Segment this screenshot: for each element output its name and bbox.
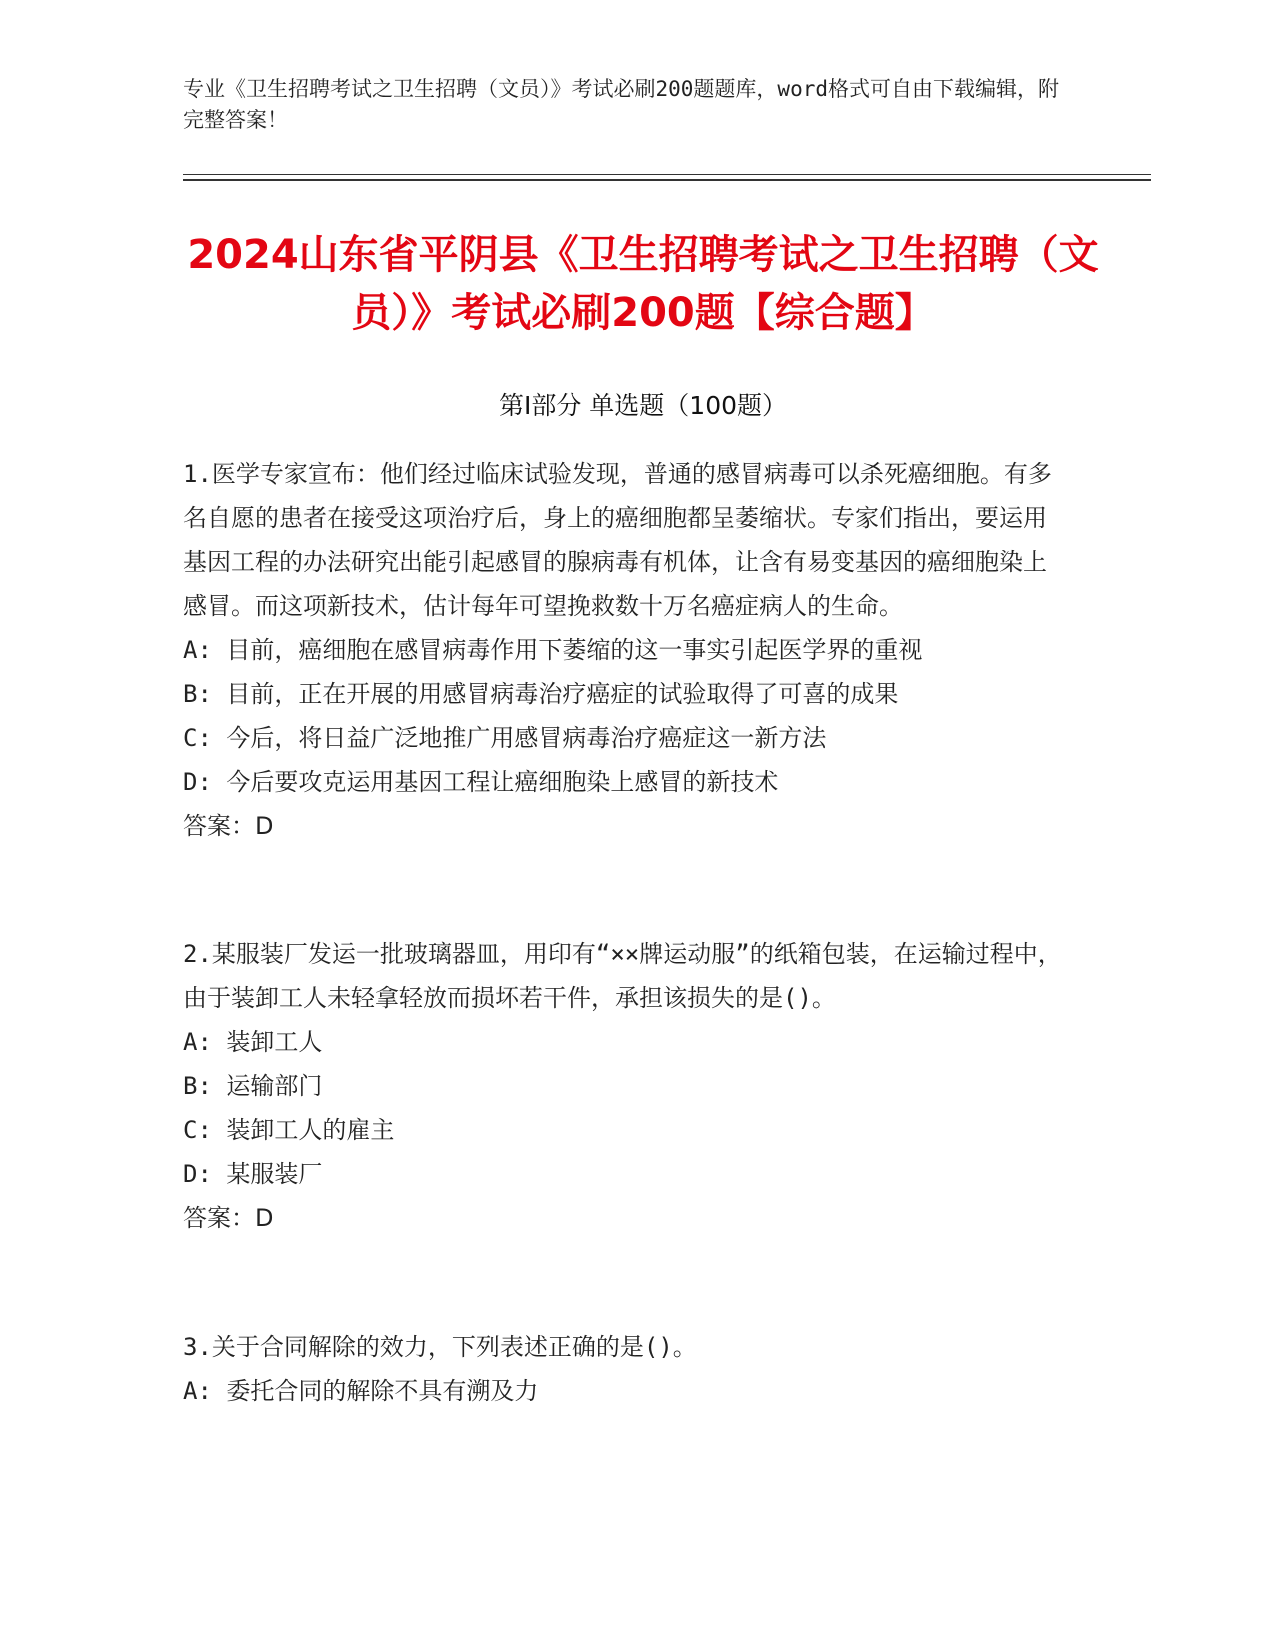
section-heading: 第Ⅰ部分 单选题（100题） xyxy=(498,391,788,420)
option-a: A: 装卸工人 xyxy=(183,1028,323,1056)
question-stem: 2.某服装厂发运一批玻璃器皿，用印有“××牌运动服”的纸箱包装，在运输过程中，由于装卸工人未轻拿轻放而损坏若干件，承担该损失的是()。 xyxy=(183,940,1062,1012)
header-rule-thick xyxy=(183,179,1151,181)
option-d: D: 今后要攻克运用基因工程让癌细胞染上感冒的新技术 xyxy=(183,768,779,796)
header-rule-thin xyxy=(183,174,1151,175)
option-a: A: 目前，癌细胞在感冒病毒作用下萎缩的这一事实引起医学界的重视 xyxy=(183,636,923,664)
option-b: B: 运输部门 xyxy=(183,1072,323,1100)
answer: 答案：D xyxy=(183,812,274,840)
question-stem: 1.医学专家宣布：他们经过临床试验发现，普通的感冒病毒可以杀死癌细胞。有多名自愿的患者在接受这项治疗后，身上的癌细胞都呈萎缩状。专家们指出，要运用基因工程的办法研究出能引起感冒的腺病毒有机体，让含有易变基因的癌细胞染上感冒。而这项新技术，估计每年可望挽救数十万名癌症病人的生命。 xyxy=(183,460,1052,620)
question-1 xyxy=(183,452,1063,848)
header-note: 专业《卫生招聘考试之卫生招聘（文员）》考试必刷200题题库，word格式可自由下载编辑，附完整答案！ xyxy=(183,77,1059,132)
document-title: 2024山东省平阴县《卫生招聘考试之卫生招聘（文员）》考试必刷200题【综合题】 xyxy=(187,232,1099,336)
option-c: C: 今后，将日益广泛地推广用感冒病毒治疗癌症这一新方法 xyxy=(183,724,827,752)
question-2 xyxy=(183,932,1063,1240)
question-3 xyxy=(183,1325,1063,1413)
answer: 答案：D xyxy=(183,1204,274,1232)
option-c: C: 装卸工人的雇主 xyxy=(183,1116,395,1144)
option-a: A: 委托合同的解除不具有溯及力 xyxy=(183,1377,539,1405)
question-stem: 3.关于合同解除的效力，下列表述正确的是()。 xyxy=(183,1333,697,1361)
option-d: D: 某服装厂 xyxy=(183,1160,323,1188)
option-b: B: 目前，正在开展的用感冒病毒治疗癌症的试验取得了可喜的成果 xyxy=(183,680,899,708)
